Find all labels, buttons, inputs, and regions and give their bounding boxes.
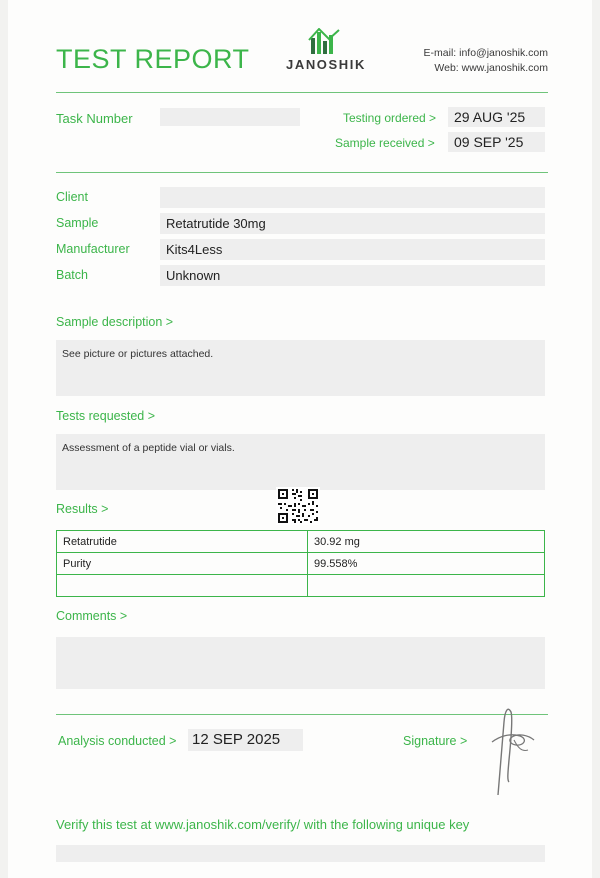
sample-description-title: Sample description > bbox=[56, 315, 174, 329]
info-row-manufacturer bbox=[56, 239, 545, 260]
bar-chart-logo-icon bbox=[261, 28, 391, 54]
tests-requested-title: Tests requested > bbox=[56, 409, 156, 423]
sample-description-box: See picture or pictures attached. bbox=[56, 340, 545, 396]
task-number-value bbox=[160, 108, 300, 126]
page-title: TEST REPORT bbox=[56, 44, 250, 74]
brand-logo bbox=[261, 28, 391, 72]
table-row bbox=[57, 575, 545, 597]
result-name: Retatrutide bbox=[57, 531, 308, 553]
verify-text: Verify this test at www.janoshik.com/verify/ with the following unique key bbox=[56, 817, 470, 832]
client-label: Client bbox=[56, 190, 88, 204]
testing-ordered-value: 29 AUG '25 bbox=[448, 107, 545, 127]
table-row bbox=[57, 531, 545, 553]
analysis-conducted-value: 12 SEP 2025 bbox=[188, 729, 303, 751]
tests-requested-box: Assessment of a peptide vial or vials. bbox=[56, 434, 545, 490]
result-value: 99.558% bbox=[308, 553, 545, 575]
footer-divider-top bbox=[56, 714, 548, 715]
sample-label: Sample bbox=[56, 216, 99, 230]
result-name: Purity bbox=[57, 553, 308, 575]
info-row-sample bbox=[56, 213, 545, 234]
result-value bbox=[308, 575, 545, 597]
client-value bbox=[160, 187, 545, 208]
contact-block bbox=[424, 46, 548, 76]
qr-code-icon bbox=[276, 487, 320, 525]
task-section-divider bbox=[56, 172, 548, 173]
contact-web: Web: www.janoshik.com bbox=[434, 62, 548, 74]
header-divider bbox=[56, 92, 548, 93]
brand-name: JANOSHIK bbox=[286, 57, 366, 72]
info-row-batch bbox=[56, 265, 545, 286]
verify-key-value bbox=[56, 845, 545, 862]
batch-value: Unknown bbox=[160, 265, 545, 286]
manufacturer-label: Manufacturer bbox=[56, 242, 130, 256]
task-number-label: Task Number bbox=[56, 111, 133, 126]
batch-label: Batch bbox=[56, 268, 88, 282]
table-row bbox=[57, 553, 545, 575]
contact-email: E-mail: info@janoshik.com bbox=[423, 47, 548, 59]
info-row-client bbox=[56, 187, 545, 208]
comments-box bbox=[56, 637, 545, 689]
analysis-conducted-label: Analysis conducted > bbox=[58, 734, 177, 748]
comments-title: Comments > bbox=[56, 609, 128, 623]
sample-value: Retatrutide 30mg bbox=[160, 213, 545, 234]
results-table bbox=[56, 530, 545, 597]
testing-ordered-label: Testing ordered > bbox=[343, 111, 437, 125]
sample-received-value: 09 SEP '25 bbox=[448, 132, 545, 152]
manufacturer-value: Kits4Less bbox=[160, 239, 545, 260]
report-header bbox=[56, 28, 548, 90]
result-name bbox=[57, 575, 308, 597]
result-value: 30.92 mg bbox=[308, 531, 545, 553]
signature-label: Signature > bbox=[403, 734, 468, 748]
signature-icon bbox=[478, 700, 548, 800]
results-title: Results > bbox=[56, 502, 109, 516]
sample-received-label: Sample received > bbox=[335, 136, 435, 150]
